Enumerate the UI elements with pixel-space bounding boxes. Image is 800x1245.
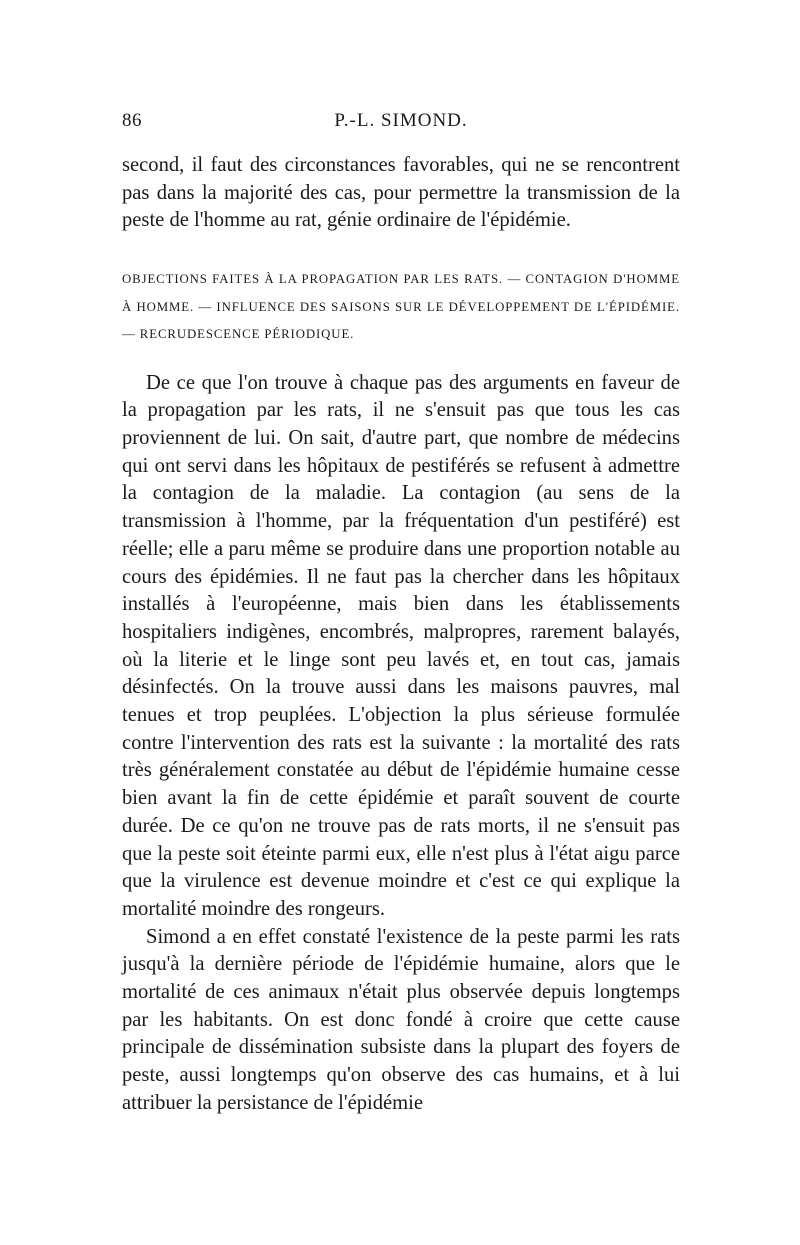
running-title: P.-L. SIMOND. [334,110,468,131]
body-paragraph-1: De ce que l'on trouve à chaque pas des arguments en faveur de la propagation par les rats, il ne s'ensuit pas que tous les cas proviennent de lui. On sait, d'autre part, que nombre de médecins qui ont servi dans les hôpitaux de pestiférés se refusent à admettre la contagion de la maladie. La contagion (au sens de la transmission à l'homme, par la fréquentation d'un pestiféré) est réelle; elle a paru même se produire dans une proportion notable au cours des épidémies. Il ne faut pas la chercher dans les hôpitaux installés à l'européenne, mais bien dans les établissements hospitaliers indigènes, encombrés, malpropres, rarement balayés, où la literie et le linge sont peu lavés et, en tout cas, jamais désinfectés. On la trouve aussi dans les maisons pauvres, mal tenues et trop peuplées. L'objection la plus sérieuse formulée contre l'intervention des rats est la suivante : la mortalité des rats très généralement constatée au début de l'épidémie humaine cesse bien avant la fin de cette épidémie et paraît souvent de courte durée. De ce qu'on ne trouve pas de rats morts, il ne s'ensuit pas que la peste soit éteinte parmi eux, elle n'est plus à l'état aigu parce que la virulence est devenue moindre et c'est ce qui explique la mortalité moindre des rongeurs. [122,371,680,920]
page-number: 86 [122,110,142,131]
body-paragraph-2: Simond a en effet constaté l'existence de la peste parmi les rats jusqu'à la dernière période de l'épidémie humaine, alors que le mortalité de ces animaux n'était plus observée depuis longtemps par les habitants. On est donc fondé à croire que cette cause principale de dissémination subsiste dans la plupart des foyers de peste, aussi longtemps qu'on observe des cas humains, et à lui attribuer la persistance de l'épidémie [122,925,680,1114]
section-heading: OBJECTIONS FAITES À LA PROPAGATION PAR LES RATS. — CONTAGION D'HOMME À HOMME. — INFLUENCE DES SAISONS SUR LE DÉVELOPPEMENT DE L'ÉPIDÉMIE. — RECRUDESCENCE PÉRIODIQUE. [122,272,680,342]
opening-paragraph: second, il faut des circonstances favorables, qui ne se rencontrent pas dans la majorité des cas, pour permettre la transmission de la peste de l'homme au rat, génie ordinaire de l'épidémie. [122,154,680,232]
book-page [122,110,680,1118]
running-head [122,110,680,142]
